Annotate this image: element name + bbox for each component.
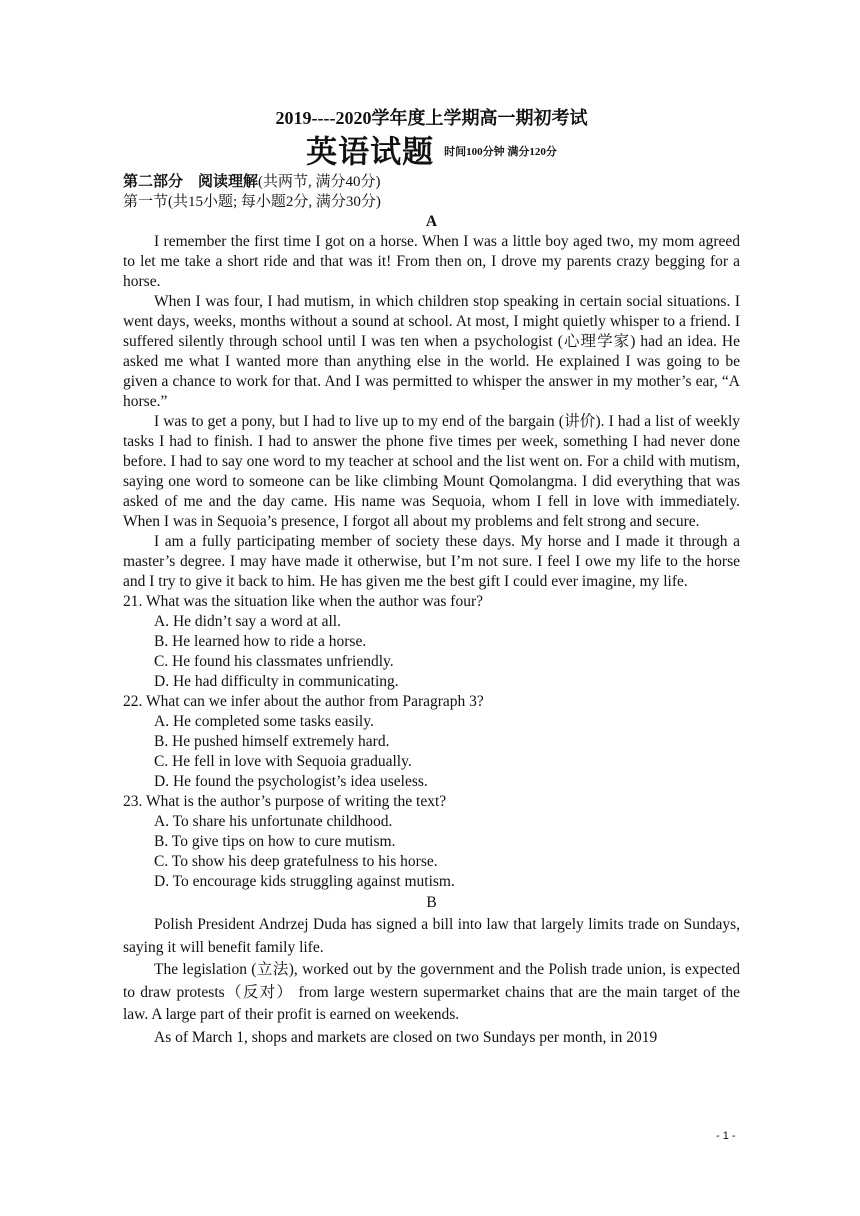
passage-b-paragraph: As of March 1, shops and markets are closed on two Sundays per month, in 2019	[154, 1028, 658, 1046]
option-21a: A. He didn’t say a word at all.	[154, 613, 341, 631]
passage-a-label: A	[425, 213, 438, 231]
passage-a-paragraph: I am a fully participating member of society these days. My horse and I made it through a master’s degree. I may have made it otherwise, but I’m not sure. I feel I owe my life to the horse and I try to give it back to him. He has given me the best gift I could ever imagine, my life.	[123, 533, 740, 591]
passage-b-paragraph: The legislation (立法), worked out by the government and the Polish trade union, is expected to draw protests（反对） from large western supermarket chains that are the main target of the law. A large part of their profit is earned on weekends.	[123, 961, 740, 1024]
option-23d: D. To encourage kids struggling against mutism.	[154, 873, 455, 891]
exam-title: 2019----2020学年度上学期高一期初考试	[275, 108, 588, 128]
passage-b-label: B	[426, 894, 437, 912]
passage-a-paragraph: I was to get a pony, but I had to live up to my end of the bargain (讲价). I had a list of weekly tasks I had to finish. I had to answer the phone five times per week, something I had never done before. I had to say one word to my teacher at school and the list went on. For a child with mutism, saying one word to someone can be like climbing Mount Qomolangma. I did everything that was asked of me and the day came. His name was Sequoia, whom I fell in love with immediately. When I was in Sequoia’s presence, I forgot all about my problems and felt strong and secure.	[123, 413, 740, 531]
question-22: 22. What can we infer about the author from Paragraph 3?	[123, 693, 484, 711]
subject-title: 英语试题	[306, 134, 435, 170]
option-22d: D. He found the psychologist’s idea useless.	[154, 773, 428, 791]
exam-page	[123, 104, 740, 1049]
option-23a: A. To share his unfortunate childhood.	[154, 813, 393, 831]
passage-a-paragraph: When I was four, I had mutism, in which children stop speaking in certain social situations. I went days, weeks, months without a sound at school. At most, I might quietly whisper to a friend. I suffered silently through school until I was ten when a psychologist (心理学家) had an idea. He asked me what I wanted more than anything else in the world. He explained I was going to be given a chance to work for that. And I was permitted to whisper the answer in my mother’s ear, “A horse.”	[123, 293, 740, 411]
option-21b: B. He learned how to ride a horse.	[154, 633, 367, 651]
option-23b: B. To give tips on how to cure mutism.	[154, 833, 396, 851]
part-heading-bold: 第二部分 阅读理解	[123, 174, 259, 191]
question-21: 21. What was the situation like when the author was four?	[123, 593, 483, 611]
option-22c: C. He fell in love with Sequoia gradually.	[154, 753, 412, 771]
section-heading: 第一节(共15小题; 每小题2分, 满分30分)	[123, 194, 381, 211]
passage-a-paragraph: I remember the first time I got on a horse. When I was a little boy aged two, my mom agreed to let me take a short ride and that was it! From then on, I drove my parents crazy begging for a horse.	[123, 233, 740, 291]
part-heading-detail: (共两节, 满分40分)	[258, 174, 381, 191]
option-21c: C. He found his classmates unfriendly.	[154, 653, 394, 671]
option-22b: B. He pushed himself extremely hard.	[154, 733, 390, 751]
option-22a: A. He completed some tasks easily.	[154, 713, 374, 731]
passage-b-paragraph: Polish President Andrzej Duda has signed a bill into law that largely limits trade on Sundays, saying it will benefit family life.	[123, 916, 740, 956]
option-23c: C. To show his deep gratefulness to his horse.	[154, 853, 438, 871]
question-23: 23. What is the author’s purpose of writing the text?	[123, 793, 447, 811]
page-number: - 1 -	[716, 1130, 736, 1142]
time-score-info: 时间100分钟 满分120分	[444, 146, 557, 159]
part-heading	[123, 172, 740, 192]
option-21d: D. He had difficulty in communicating.	[154, 673, 399, 691]
subject-heading	[123, 132, 740, 172]
